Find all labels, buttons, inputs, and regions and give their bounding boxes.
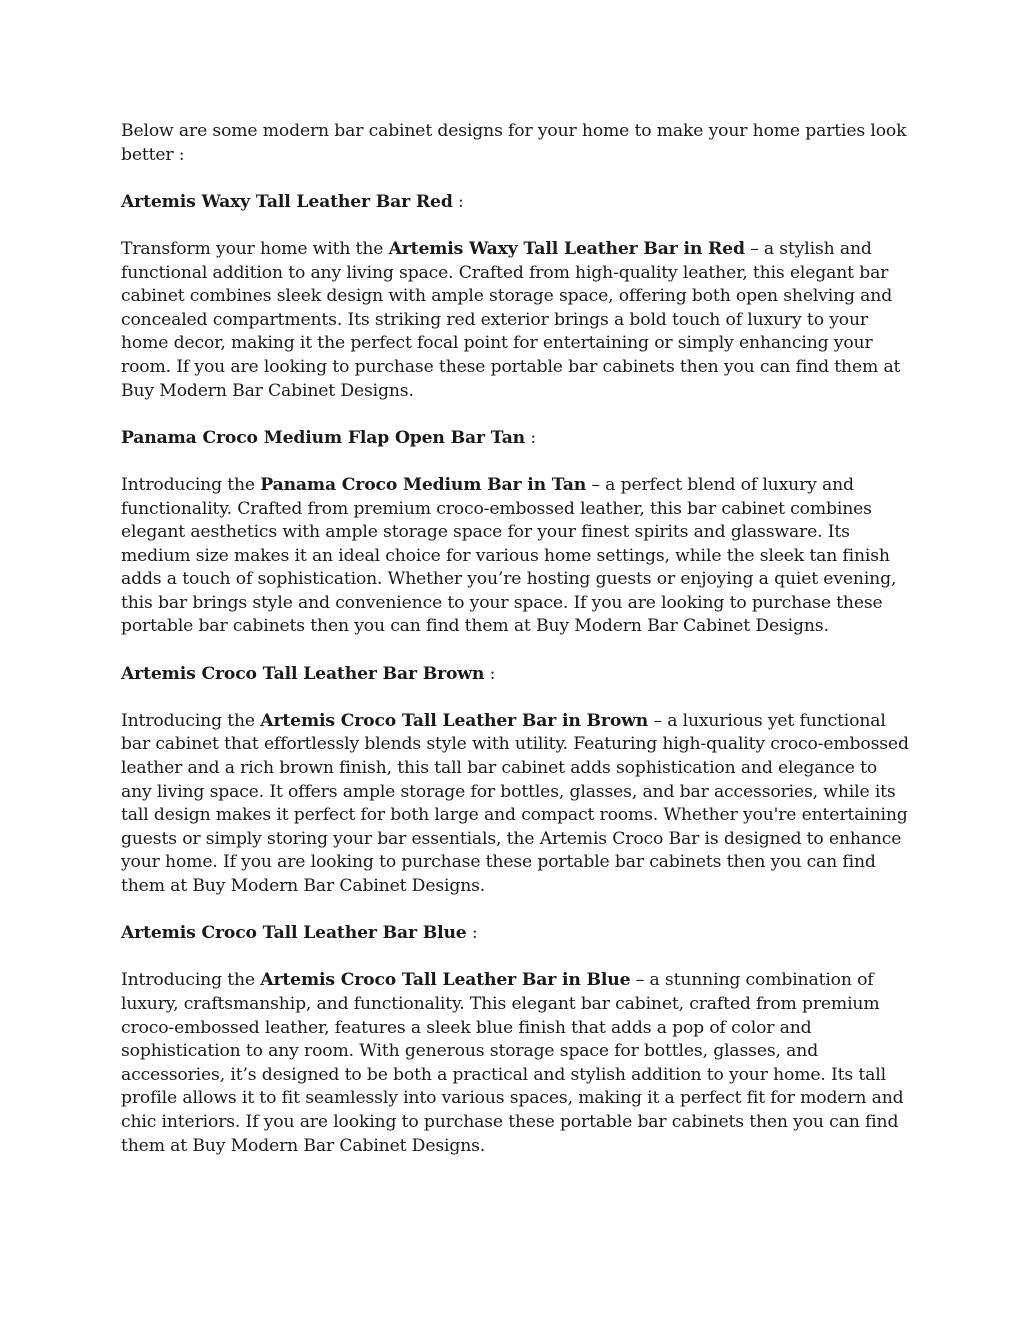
product-name: Artemis Croco Tall Leather Bar in Brown xyxy=(260,710,649,731)
product-name: Artemis Waxy Tall Leather Bar in Red xyxy=(388,238,745,259)
paragraph-lead: Transform your home with the xyxy=(121,238,389,259)
paragraph-body: – a stunning combination of luxury, craftsmanship, and functionality. This elegant bar cabinet, crafted from premium croco-embossed leather, features a sleek blue finish that adds a pop of color and sophistication to any room. With generous storage space for bottles, glasses, and accessories, it’s designed to be both a practical and stylish addition to your home. Its tall profile allows it to fit seamlessly into various spaces, making it a perfect fit for modern and chic interiors. If you are looking to purchase these portable bar cabinets then you can find them at Buy Modern Bar Cabinet Designs. xyxy=(121,970,904,1156)
section-heading-2 xyxy=(121,427,911,451)
paragraph-body: – a perfect blend of luxury and functionality. Crafted from premium croco-embossed leather, this bar cabinet combines elegant aesthetics with ample storage space for your finest spirits and glassware. Its medium size makes it an ideal choice for various home settings, while the sleek tan finish adds a touch of sophistication. Whether you’re hosting guests or enjoying a quiet evening, this bar brings style and convenience to your space. If you are looking to purchase these portable bar cabinets then you can find them at Buy Modern Bar Cabinet Designs. xyxy=(121,474,897,637)
paragraph-body: – a stylish and functional addition to any living space. Crafted from high-quality leather, this elegant bar cabinet combines sleek design with ample storage space, offering both open shelving and concealed compartments. Its striking red exterior brings a bold touch of luxury to your home decor, making it the perfect focal point for entertaining or simply enhancing your room. If you are looking to purchase these portable bar cabinets then you can find them at Buy Modern Bar Cabinet Designs. xyxy=(121,238,901,401)
section-heading-text: Artemis Waxy Tall Leather Bar Red xyxy=(121,191,453,212)
section-heading-3 xyxy=(121,663,911,687)
section-heading-text: Artemis Croco Tall Leather Bar Blue xyxy=(121,923,467,944)
section-paragraph-1 xyxy=(121,238,911,403)
section-paragraph-3 xyxy=(121,710,911,899)
heading-suffix: : xyxy=(466,923,478,944)
section-heading-1 xyxy=(121,191,911,215)
intro-paragraph: Below are some modern bar cabinet designs for your home to make your home parties look better : xyxy=(121,121,907,165)
paragraph-body: – a luxurious yet functional bar cabinet that effortlessly blends style with utility. Featuring high-quality croco-embossed leather and a rich brown finish, this tall bar cabinet adds sophistication and elegance to any living space. It offers ample storage for bottles, glasses, and bar accessories, while its tall design makes it perfect for both large and compact rooms. Whether you're entertaining guests or simply storing your bar essentials, the Artemis Croco Bar is designed to enhance your home. If you are looking to purchase these portable bar cabinets then you can find them at Buy Modern Bar Cabinet Designs. xyxy=(121,710,909,896)
section-heading-4 xyxy=(121,922,911,946)
product-name: Panama Croco Medium Bar in Tan xyxy=(260,474,587,495)
product-name: Artemis Croco Tall Leather Bar in Blue xyxy=(260,970,631,991)
section-heading-text: Artemis Croco Tall Leather Bar Brown xyxy=(121,663,485,684)
paragraph-lead: Introducing the xyxy=(121,474,261,495)
document-page xyxy=(121,120,911,1182)
section-paragraph-4 xyxy=(121,969,911,1158)
section-paragraph-2 xyxy=(121,474,911,639)
heading-suffix: : xyxy=(525,427,536,448)
paragraph-lead: Introducing the xyxy=(121,710,261,731)
section-heading-text: Panama Croco Medium Flap Open Bar Tan xyxy=(121,427,526,448)
heading-suffix: : xyxy=(484,663,496,684)
paragraph-lead: Introducing the xyxy=(121,970,261,991)
heading-suffix: : xyxy=(452,191,464,212)
